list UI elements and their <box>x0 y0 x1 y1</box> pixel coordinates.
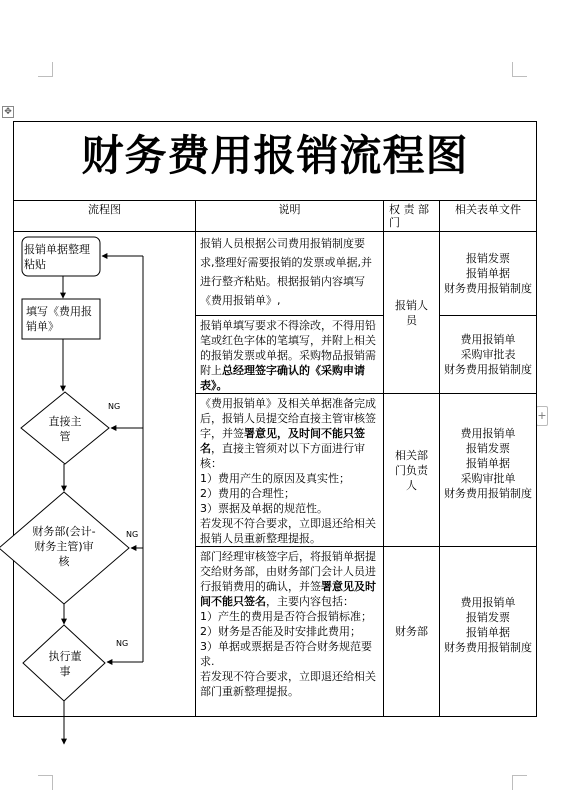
ng-label-1: NG <box>108 402 121 411</box>
table-move-handle-icon[interactable]: ✥ <box>2 106 14 118</box>
header-role: 权 责 部门 <box>383 200 440 232</box>
desc-step-4-item-1: 1）产生的费用是否符合报销标准； <box>200 610 372 623</box>
desc-step-3-bold: 署意见，及时间不能只签名 <box>200 427 365 455</box>
form-item: 报销单据 <box>466 457 510 470</box>
flow-box-2-label: 填写《费用报销单》 <box>26 305 92 333</box>
desc-step-3-item-1: 1）费用产生的原因及真实性； <box>200 472 350 485</box>
ng-label-3: NG <box>116 639 129 648</box>
form-item: 采购审批单 <box>460 472 516 485</box>
form-item: 报销单据 <box>466 267 510 280</box>
desc-step-4-p1: 部门经理审核签字后，将报销单据提交给财务部，由财务部门会计人员进行报销费用的确认，并签 <box>200 550 376 593</box>
desc-step-2-bold: 总经理签字确认的《采购申请表》 <box>200 364 365 392</box>
header-forms: 相关表单文件 <box>439 200 537 232</box>
desc-step-1: 报销人员根据公司费用报销制度要求,整理好需要报销的发票或单据,并进行整齐粘贴。根据报销内容填写《费用报销单》, <box>195 231 384 316</box>
form-item: 费用报销单 <box>460 333 516 346</box>
desc-step-4-p2: 若发现不符合要求，立即退还给相关部门重新整理提报。 <box>200 670 376 698</box>
desc-step-3-p1c: ，直接主管须对以下方面进行审核： <box>200 442 365 470</box>
ng-label-2: NG <box>126 530 139 539</box>
flow-box-1-label: 报销单据整理粘贴 <box>24 243 90 271</box>
form-item: 报销单据 <box>466 626 510 639</box>
header-desc: 说明 <box>195 200 384 232</box>
flow-diamond-2-label: 财务部(会计-财务主管)审核 <box>32 525 96 568</box>
form-item: 费用报销单 <box>460 596 516 609</box>
form-item: 财务费用报销制度 <box>444 363 532 376</box>
desc-step-2-end: 。 <box>216 379 228 392</box>
form-item: 采购审批表 <box>460 348 516 361</box>
form-item: 财务费用报销制度 <box>444 282 532 295</box>
desc-step-2-text: 报销单填写要求不得涂改，不得用铅笔或红色字体的笔填写，并附上相关的报销发票或单据。采购物品报销需附上 <box>200 319 376 377</box>
flow-diamond-1-label: 直接主管 <box>48 415 82 443</box>
desc-step-3-item-2: 2）费用的合理性； <box>200 487 295 500</box>
desc-step-3-item-3: 3）票据及单据的规范性。 <box>200 502 328 515</box>
role-reimburser: 报销人员 <box>383 231 440 394</box>
desc-step-3-p1: 《费用报销单》及相关单据准备完成后，报销人员提交给直接主管审核签字，并签 <box>200 397 376 440</box>
desc-step-4-item-3: 3）单据或票据是否符合财务规范要求. <box>200 640 372 668</box>
header-flow: 流程图 <box>13 200 196 232</box>
form-item: 财务费用报销制度 <box>444 487 532 500</box>
role-finance: 财务部 <box>383 546 440 717</box>
flow-diamond-3-label: 执行董事 <box>48 650 82 678</box>
desc-step-4-item-2: 2）财务是否能及时安排此费用； <box>200 625 361 638</box>
form-item: 财务费用报销制度 <box>444 641 532 654</box>
page-title: 财务费用报销流程图 <box>13 121 537 201</box>
form-item: 费用报销单 <box>460 427 516 440</box>
desc-step-3-p2: 若发现不符合要求，立即退还给相关报销人员重新整理提报。 <box>200 517 376 545</box>
desc-step-4-p1c: ，主要内容包括： <box>266 595 354 608</box>
form-item: 报销发票 <box>466 442 510 455</box>
role-dept-head: 相关部门负责人 <box>383 393 440 547</box>
add-column-icon[interactable]: + <box>536 406 548 426</box>
form-item: 报销发票 <box>466 611 510 624</box>
form-item: 报销发票 <box>466 252 510 265</box>
desc-step-4-bold: 署意见及时间不能只签名 <box>200 580 376 608</box>
